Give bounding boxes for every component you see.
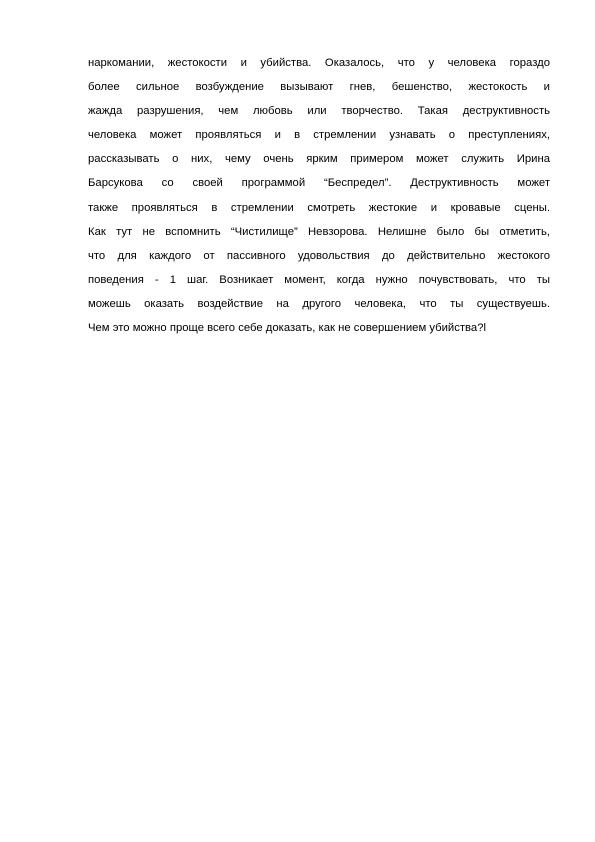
text-line: поведения - 1 шаг. Возникает момент, когда нужно почувствовать, что ты xyxy=(88,273,550,286)
text-line: Как тут не вспомнить “Чистилище” Невзорова. Нелишне было бы отметить, xyxy=(88,225,550,238)
text-line: жажда разрушения, чем любовь или творчество. Такая деструктивность xyxy=(88,105,550,118)
text-line: человека может проявляться и в стремлении узнавать о преступлениях, xyxy=(88,129,550,142)
text-line: наркомании, жестокости и убийства. Оказалось, что у человека гораздо xyxy=(88,57,550,69)
text-line: что для каждого от пассивного удовольствия до действительно жестокого xyxy=(88,249,550,262)
text-line: более сильное возбуждение вызывают гнев, бешенство, жестокость и xyxy=(88,81,550,94)
body-paragraph xyxy=(88,51,550,340)
text-line: Барсукова со своей программой “Беспредел”. Деструктивность может xyxy=(88,177,550,190)
text-line: рассказывать о них, чему очень ярким примером может служить Ирина xyxy=(88,153,550,166)
text-line: также проявляться в стремлении смотреть жестокие и кровавые сцены. xyxy=(88,201,550,214)
text-line: Чем это можно проще всего себе доказать, как не совершением убийства?l xyxy=(88,322,486,335)
text-line: можешь оказать воздействие на другого человека, что ты существуешь. xyxy=(88,297,550,310)
